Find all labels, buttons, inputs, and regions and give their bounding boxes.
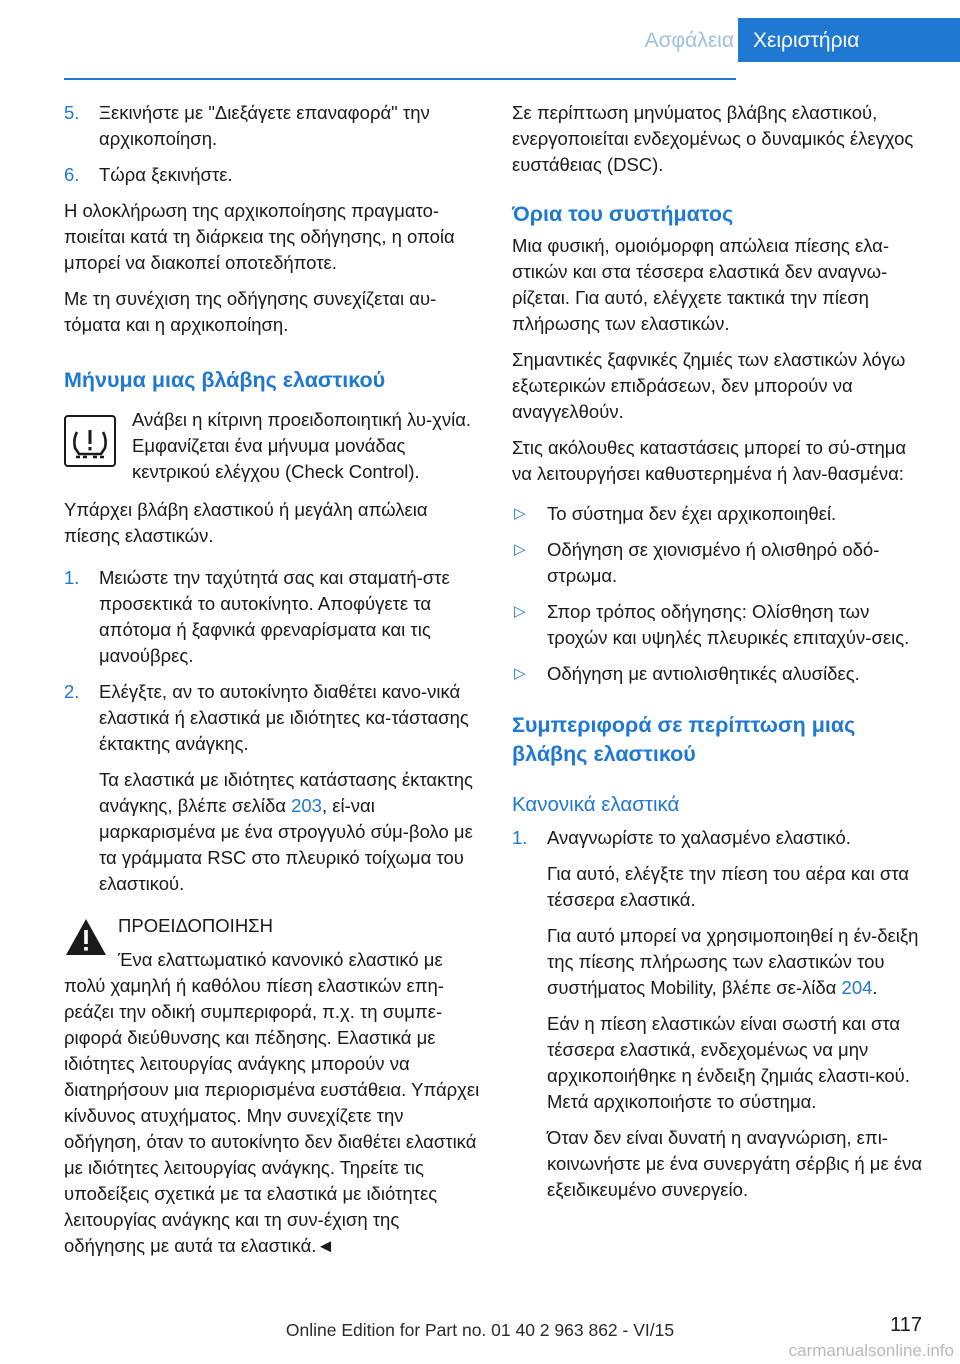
bullet-triangle-icon: ▷ <box>514 505 526 522</box>
step-text: Μειώστε την ταχύτητά σας και σταματή-στε προσεκτικά το αυτοκίνητο. Αποφύγετε τα απότομα ή ξαφνικά φρεναρίσματα και τις μανούβρες. <box>99 567 450 666</box>
page-link[interactable]: 204 <box>841 977 873 998</box>
section-heading: Όρια του συστήματος <box>512 202 734 226</box>
warning-text: πολύ χαμηλή ή καθόλου πίεση ελαστικών επη-ρεάζει την οδική συμπεριφορά, π.χ. τη συμπε-ριφορά διεύθυνσης και πέδησης. Ελαστικά με ιδιότητες λειτουργίας ανάγκης μπορούν να διατηρήσουν μια περιορισμένα ευστάθεια. Υπάρχει κίνδυνος ατυχήματος. Μην συνεχίζετε την οδήγηση, όταν το αυτοκίνητο δεν διαθέτει ελαστικά με ιδιότητες λειτουργίας ανάγκης. Τηρείτε τις υποδείξεις σχετικά με τα ελαστικά με ιδιότητες λειτουργίας ανάγκης και τη συν-έχιση της οδήγησης με αυτά τα ελαστικά.◄ <box>64 975 480 1256</box>
section-heading: Μήνυμα μιας βλάβης ελαστικού <box>64 368 386 392</box>
list-item <box>64 565 480 669</box>
bullet-text: Το σύστημα δεν έχει αρχικοποιηθεί. <box>547 503 837 524</box>
page-number: 117 <box>890 1314 922 1336</box>
tire-pressure-warning-icon <box>64 415 116 467</box>
note-text: Τα ελαστικά με ιδιότητες κατάστασης έκτακτης ανάγκης, βλέπε σελίδα <box>99 769 473 816</box>
step-note: Εάν η πίεση ελαστικών είναι σωστή και στα τέσσερα ελαστικά, ενδεχομένως να μην αρχικοποιήθηκε η ένδειξη ζημιάς ελαστι-κού. Μετά αρχικοποιήστε το σύστημα. <box>547 1013 910 1112</box>
warning-text: Ένα ελαττωματικό κανονικό ελαστικό με <box>118 949 443 970</box>
note-text: . <box>872 977 878 998</box>
bullet-text: Οδήγηση σε χιονισμένο ή ολισθηρό οδό-στρωμα. <box>547 539 880 586</box>
page-header <box>0 18 960 62</box>
bullet-text: Οδήγηση με αντιολισθητικές αλυσίδες. <box>547 663 860 684</box>
list-item <box>512 825 926 1203</box>
bullet-triangle-icon: ▷ <box>514 603 526 620</box>
paragraph: Η ολοκλήρωση της αρχικοποίησης πραγματο-ποιείται κατά τη διάρκεια της οδήγησης, η οποία μπορεί να διακοπεί οποτεδήποτε. <box>64 200 455 273</box>
step-text: Τώρα ξεκινήστε. <box>99 164 233 185</box>
step-number: 2. <box>64 681 80 702</box>
header-rule <box>64 78 736 80</box>
footer-edition: Online Edition for Part no. 01 40 2 963 862 - VI/15 <box>285 1320 675 1340</box>
step-number: 6. <box>64 164 80 185</box>
list-item <box>64 679 480 897</box>
section-heading: Συμπεριφορά σε περίπτωση μιας βλάβης ελαστικού <box>512 713 856 766</box>
tab-controls[interactable]: Χειριστήρια <box>738 18 960 62</box>
paragraph: Με τη συνέχιση της οδήγησης συνεχίζεται αυ-τόματα και η αρχικοποίηση. <box>64 288 437 335</box>
watermark: carmanualsonline.info <box>788 1341 954 1360</box>
paragraph: Στις ακόλουθες καταστάσεις μπορεί το σύ-στημα να λειτουργήσει καθυστερημένα ή λαν-θασμένα: <box>512 437 907 484</box>
step-note <box>99 767 480 897</box>
right-column <box>512 100 926 1213</box>
step-note <box>547 923 926 1001</box>
page-link[interactable]: 203 <box>291 795 322 816</box>
list-item <box>512 661 926 687</box>
paragraph: Σημαντικές ξαφνικές ζημιές των ελαστικών λόγω εξωτερικών επιδράσεων, δεν μπορούν να αναγγελθούν. <box>512 349 906 422</box>
list-item <box>64 162 480 188</box>
subsection-heading: Κανονικά ελαστικά <box>512 793 680 816</box>
paragraph: Μια φυσική, ομοιόμορφη απώλεια πίεσης ελα-στικών και στα τέσσερα ελαστικά δεν αναγνω-ρίζεται. Για αυτό, ελέγχετε τακτικά την πίεση πλήρωσης των ελαστικών. <box>512 235 890 334</box>
list-item <box>64 100 480 152</box>
step-note: Όταν δεν είναι δυνατή η αναγνώριση, επι-κοινωνήστε με ένα συνεργάτη σέρβις ή με ένα εξειδικευμένο συνεργείο. <box>547 1127 923 1200</box>
warning-triangle-icon <box>64 917 108 957</box>
note-text: Για αυτό μπορεί να χρησιμοποιηθεί η έν-δειξη της πίεσης πλήρωσης των ελαστικών του συστήματος Mobility, βλέπε σε-λίδα <box>547 925 919 998</box>
warning-title: ΠΡΟΕΙΔΟΠΟΙΗΣΗ <box>118 915 273 936</box>
step-text: Αναγνωρίστε το χαλασμένο ελαστικό. <box>547 827 851 848</box>
list-item <box>512 501 926 527</box>
step-number: 5. <box>64 102 80 123</box>
bullet-text: Σπορ τρόπος οδήγησης: Ολίσθηση των τροχών και υψηλές πλευρικές επιταχύν-σεις. <box>547 601 910 648</box>
indicator-block <box>64 407 480 487</box>
tab-safety[interactable]: Ασφάλεια <box>644 29 734 52</box>
bullet-triangle-icon: ▷ <box>514 541 526 558</box>
bullet-triangle-icon: ▷ <box>514 665 526 682</box>
list-item <box>512 537 926 589</box>
left-column <box>64 100 480 1259</box>
paragraph: Υπάρχει βλάβη ελαστικού ή μεγάλη απώλεια πίεσης ελαστικών. <box>64 499 428 546</box>
note-text: , εί-ναι μαρκαρισμένα με ένα στρογγυλό σύμ-βολο με τα γράμματα RSC στο πλευρικό τοίχωμα του ελαστικού. <box>99 795 473 894</box>
step-number: 1. <box>64 567 80 588</box>
step-text: Ελέγξτε, αν το αυτοκίνητο διαθέτει κανο-νικά ελαστικά ή ελαστικά με ιδιότητες κα-τάστασης έκτακτης ανάγκης. <box>99 681 469 754</box>
list-item <box>512 599 926 651</box>
step-text: Ξεκινήστε με "Διεξάγετε επαναφορά" την αρχικοποίηση. <box>99 102 430 149</box>
warning-block <box>64 913 480 1259</box>
paragraph: Σε περίπτωση μηνύματος βλάβης ελαστικού, ενεργοποιείται ενδεχομένως ο δυναμικός έλεγχος ευστάθειας (DSC). <box>512 102 914 175</box>
step-number: 1. <box>512 827 528 848</box>
indicator-description: Ανάβει η κίτρινη προειδοποιητική λυ-χνία. Εμφανίζεται ένα μήνυμα μονάδας κεντρικού ελέγχου (Check Control). <box>132 409 472 482</box>
step-note: Για αυτό, ελέγξτε την πίεση του αέρα και στα τέσσερα ελαστικά. <box>547 863 909 910</box>
